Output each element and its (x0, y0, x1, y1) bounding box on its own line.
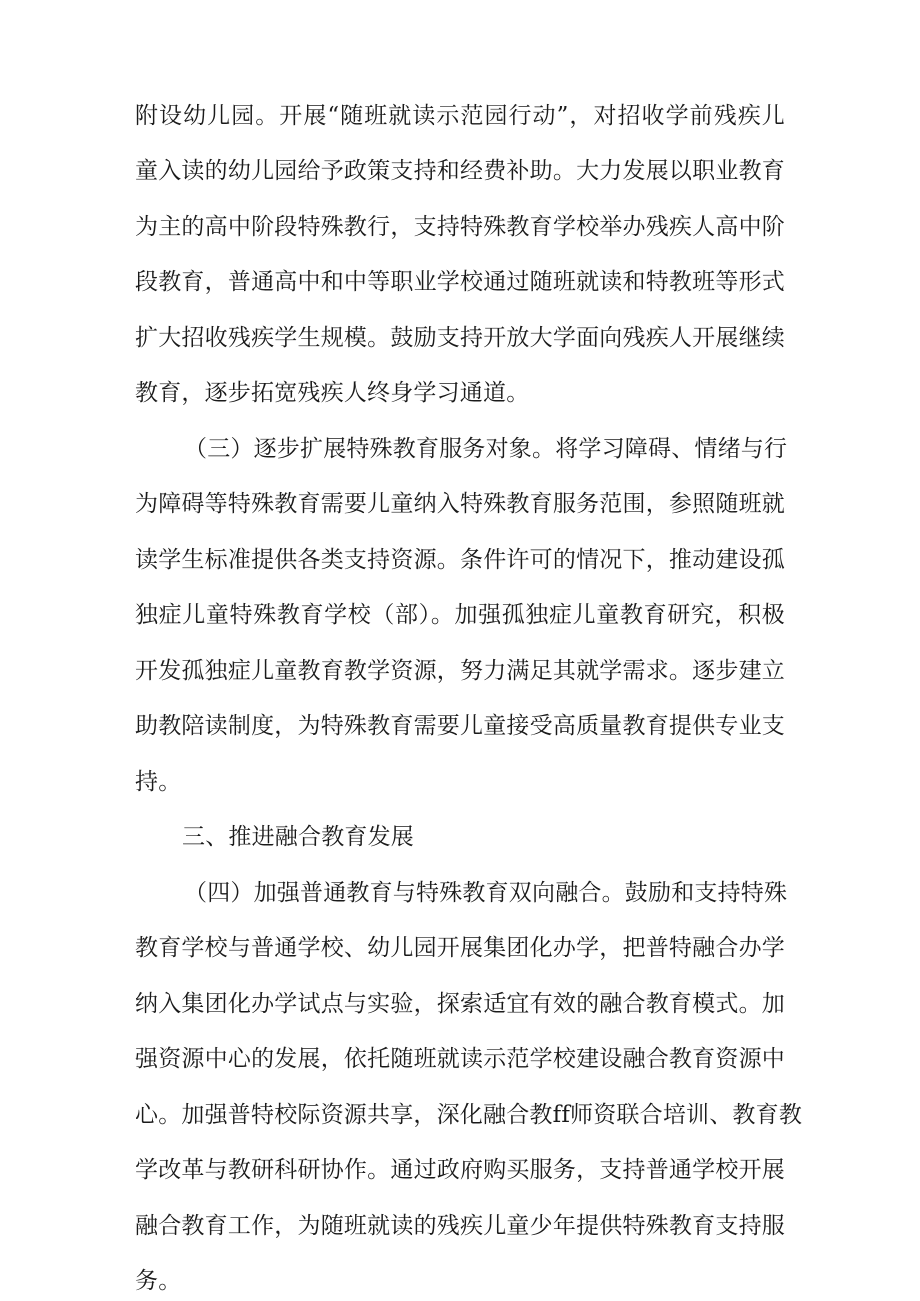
section-heading: 三、推进融合教育发展 (182, 824, 414, 850)
text-line: 独症儿童特殊教育学校（部）。加强孤独症儿童教育研究，积极 (135, 602, 785, 628)
text-line: 开发孤独症儿童教育教学资源，努力满足其就学需求。逐步建立 (135, 658, 785, 684)
text-line: 附设幼儿园。开展“随班就读示范园行动”，对招收学前残疾儿 (135, 103, 785, 129)
text-line: 为障碍等特殊教育需要儿童纳入特殊教育服务范围，参照随班就 (135, 491, 785, 517)
text-line: 助教陪读制度，为特殊教育需要儿童接受高质量教育提供专业支 (135, 713, 785, 739)
text-line: 教育学校与普通学校、幼儿园开展集团化办学，把普特融合办学 (135, 935, 785, 961)
text-line: 务。 (135, 1268, 182, 1294)
text-line: 持。 (135, 769, 182, 795)
text-line: 纳入集团化办学试点与实验，探索适宜有效的融合教育模式。加 (135, 991, 785, 1017)
text-line: 心。加强普特校际资源共享，深化融合教ff师资联合培训、教育教 (135, 1102, 803, 1128)
text-line: 强资源中心的发展，依托随班就读示范学校建设融合教育资源中 (135, 1046, 785, 1072)
text-line: 童入读的幼儿园给予政策支持和经费补助。大力发展以职业教育 (135, 158, 785, 184)
paragraph-heading-4: （四）加强普通教育与特殊教育双向融合。鼓励和支持特殊 (184, 880, 788, 906)
text-line: 为主的高中阶段特殊教行，支持特殊教育学校举办残疾人高中阶 (135, 214, 785, 240)
text-line: 读学生标准提供各类支持资源。条件许可的情况下，推动建设孤 (135, 547, 785, 573)
text-line: 教育，逐步拓宽残疾人终身学习通道。 (135, 380, 530, 406)
text-line: 融合教育工作，为随班就读的残疾儿童少年提供特殊教育支持服 (135, 1213, 785, 1239)
paragraph-heading-3: （三）逐步扩展特殊教育服务对象。将学习障碍、情绪与行 (184, 436, 788, 462)
text-line: 段教育，普通高中和中等职业学校通过随班就读和特教班等形式 (135, 269, 785, 295)
text-line: 学改革与教研科研协作。通过政府购买服务，支持普通学校开展 (135, 1157, 785, 1183)
text-line: 扩大招收残疾学生规模。鼓励支持开放大学面向残疾人开展继续 (135, 325, 785, 351)
